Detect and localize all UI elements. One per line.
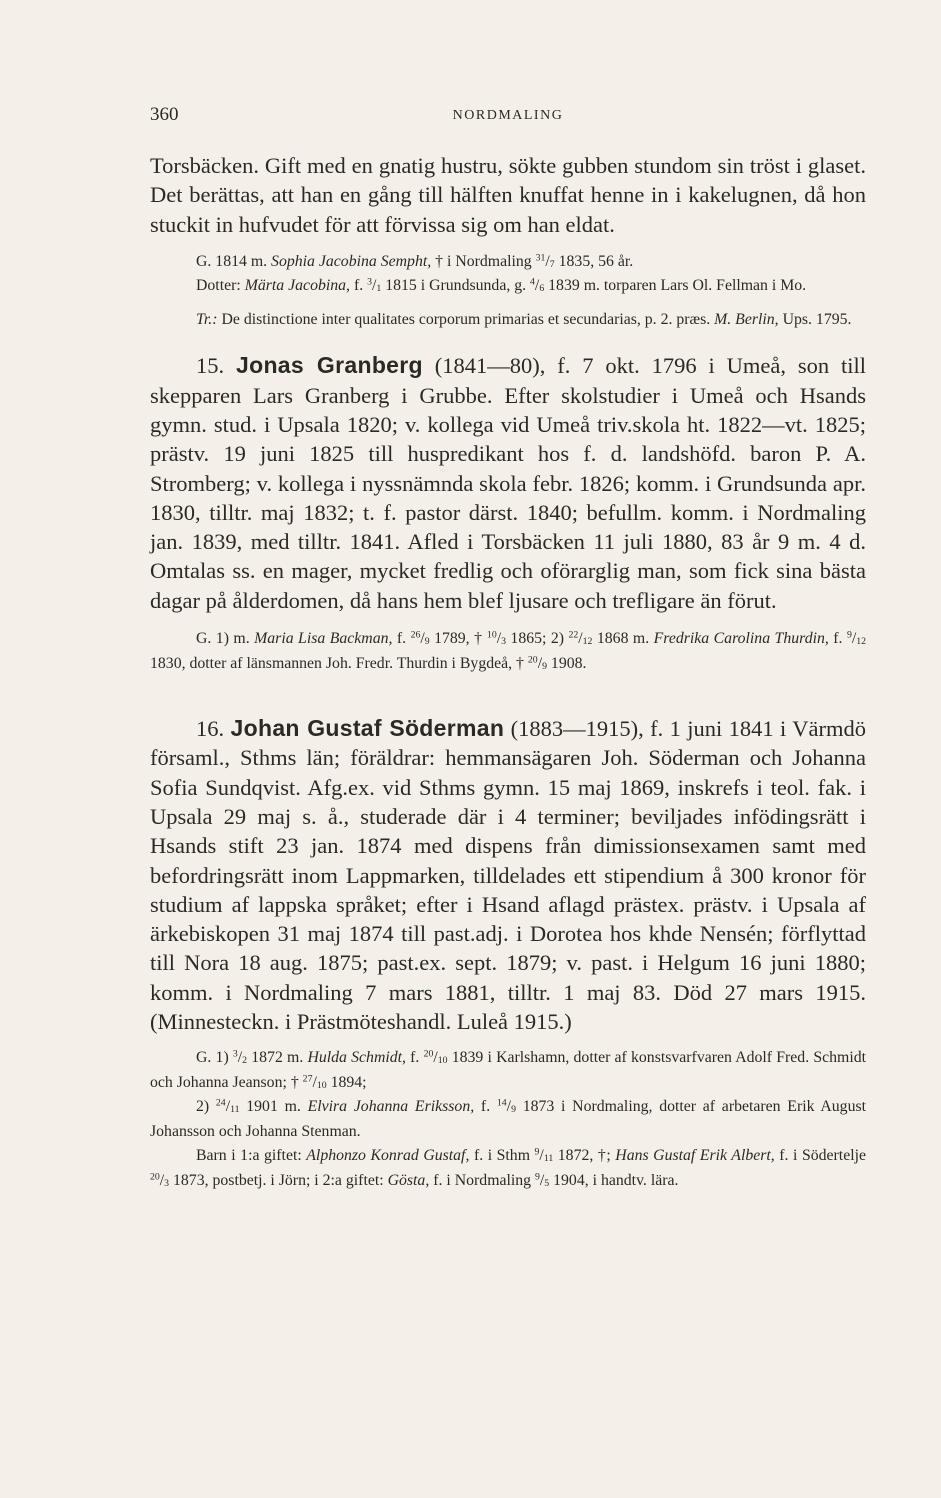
intro-paragraph: Torsbäcken. Gift med en gnatig hustru, sökte gubben stundom sin tröst i glaset. Det berättas, att han en gång till hälften knuffat henne in i kakelugnen, då hon stuckit in hufvudet för att förvissa sig om han eldat. [150,153,866,237]
entry-number: 16. [196,716,225,742]
entry-name: Jonas Granberg [236,352,423,379]
entry14-work: Tr.: De distinctione inter qualitates corporum primarias et secundarias, p. 2. præs. M. Berlin, Ups. 1795. [196,310,852,328]
entry-number: 15. [196,353,225,379]
entry-name: Johan Gustaf Söderman [230,715,505,742]
spouse-name: Sophia Jacobina Sempht, [271,252,432,270]
entry16-children: Barn i 1:a giftet: Alphonzo Konrad Gustaf, f. i Sthm $^9/_{11}$ 1872, †; Hans Gustaf Erik Albert, f. i Södertelje $^{20}/_3$ 1873, postbetj. i Jörn; i 2:a giftet: Gösta, f. i Nordmaling $^9/_5$ 1904, i handtv. lära. [150,1146,866,1189]
running-head: NORDMALING [452,108,564,123]
entry16-paragraph: 16. Johan Gustaf Söderman (1883—1915), f. 1 juni 1841 i Värmdö församl., Sthms län; föräldrar: hemmansägaren Joh. Söderman och Johanna Sofia Sundqvist. Afg.ex. vid Sthms gymn. 15 maj 1869, inskrefs i teol. fak. i Upsala 29 maj s. å., studerade där i 4 terminer; beviljades infödingsrätt i Hsands stift 23 jan. 1874 med dispens från dimissionsexamen samt med befordringsrätt inom Lappmarken, tilldelades ett stipendium å 300 kronor för studium af lappska språket; efter i Hsand aflagd prästex. prästv. i Upsala af ärkebiskopen 31 maj 1874 till past.adj. i Dorotea hos khde Nensén; förflyttad till Nora 18 aug. 1875; past.ex. sept. 1879; v. past. i Helgum 16 juni 1880; komm. i Nordmaling 7 mars 1881, tilltr. 1 maj 83. Död 27 mars 1915. (Minnesteckn. i Prästmöteshandl. Luleå 1915.) [150,715,867,1035]
daughter-name: Märta Jacobina, [244,277,350,295]
entry15-paragraph: 15. Jonas Granberg (1841—80), f. 7 okt. 1796 i Umeå, son till skepparen Lars Granberg i Grubbe. Efter skolstudier i Umeå och Hsands gymn. stud. i Upsala 1820; v. kollega vid Umeå triv.skola ht. 1822—vt. 1825; prästv. 19 juni 1825 till huspredikant hos f. d. landshöfd. baron P. A. Stromberg; v. kollega i nyssnämnda skola febr. 1826; komm. i Grundsunda apr. 1830, tilltr. maj 1832; t. f. pastor därst. 1840; befullm. komm. i Nordmaling jan. 1839, med tilltr. 1841. Afled i Torsbäcken 11 juli 1880, 83 år 9 m. 4 d. Omtalas ss. en mager, mycket fredlig och oförarglig man, som fick sina bästa dagar på ålderdomen, då hans hem blef ljusare och trefligare än förut. [150,352,867,613]
entry16-marriage-1: G. 1) $^3/_2$ 1872 m. Hulda Schmidt, f. $^{20}/_{10}$ 1839 i Karlshamn, dotter af konstsvarfvaren Adolf Fred. Schmidt och Johanna Jeanson; † $^{27}/_{10}$ 1894; [150,1048,866,1091]
page-header [150,104,866,134]
entry14-marriage: G. 1814 m. Sophia Jacobina Sempht, † i Nordmaling $^{31}/_7$ 1835, 56 år. [196,252,634,270]
entry14-daughter: Dotter: Märta Jacobina, f. $^3/_1$ 1815 i Grundsunda, g. $^4/_6$ 1839 m. torparen Lars Ol. Fellman i Mo. [196,277,807,295]
entry15-marriage: G. 1) m. Maria Lisa Backman, f. $^{26}/_9$ 1789, † $^{10}/_3$ 1865; 2) $^{22}/_{12}$ 1868 m. Fredrika Carolina Thurdin, f. $^9/_{12}$ 1830, dotter af länsmannen Joh. Fredr. Thurdin i Bygdeå, † $^{20}/_9$ 1908. [150,629,867,672]
presider-name: M. Berlin, [714,310,779,328]
entry16-marriage-2: 2) $^{24}/_{11}$ 1901 m. Elvira Johanna Eriksson, f. $^{14}/_9$ 1873 i Nordmaling, dotter af arbetaren Erik August Johansson och Johanna Stenman. [150,1097,867,1140]
page-number: 360 [150,104,179,125]
page-body [150,151,866,1193]
work-label: Tr.: [196,310,218,328]
